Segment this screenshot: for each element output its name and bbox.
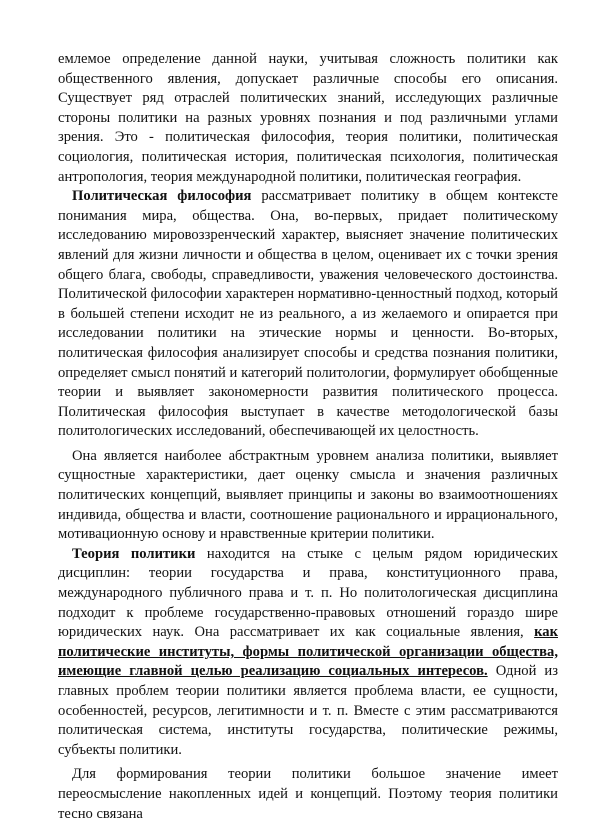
paragraph-text: находится на стыке с целым рядом юридических дисциплин: теории государства и права, конституционного права, международного публичного права и т. п. Но политологическая дисциплина подходит к проблеме государственно-правовых отношений гораздо шире юридических наук. Она рассматривает их как социальные явления, — [58, 545, 558, 641]
paragraph-theory-formation — [58, 765, 558, 824]
document-page — [58, 50, 558, 824]
paragraph-theory-of-politics — [58, 545, 558, 761]
paragraph-text: Одной из главных проблем теории политики является проблема власти, ее сущности, особенностей, ресурсов, легитимности и т. п. Вместе с этим рассматриваются политическая система, институты государства, политические режимы, субъекты политики. — [58, 663, 559, 758]
term-theory-of-politics: Теория политики — [72, 545, 196, 562]
paragraph-text: емлемое определение данной науки, учитывая сложность политики как общественного явления, допускает различные способы его описания. Существует ряд отраслей политических знаний, исследующих различные стороны политики на разных уровнях познания и под различными углами зрения. Это - политическая философия, теория политики, политическая социология, политическая история, политическая психология, политическая антропология, теория международной политики, политическая география. — [58, 51, 558, 185]
emphasized-definition: как политические институты, формы политической организации общества, имеющие главной целью реализацию социальных интересов. — [58, 624, 558, 680]
paragraph-text: рассматривает политику в общем контексте понимания мира, общества. Она, во-первых, придает политическому исследованию мировоззренческий характер, выясняет значение политических явлений для жизни личности и общества в целом, оценивает их с точки зрения общего блага, свободы, справедливости, уважения человеческого достоинства. Политической философии характерен нормативно-ценностный подход, который в большей степени исходит не из реального, а из желаемого и опирается при исследовании политики на этические нормы и ценности. Во-вторых, политическая философия анализирует способы и средства познания политики, определяет смысл понятий и категорий политологии, формулирует обобщенные теории и выявляет закономерности развития политического процесса. Политическая философия выступает в качестве методологической базы политологических исследований, обеспечивающей их целостность. — [58, 188, 558, 440]
paragraph-text: Она является наиболее абстрактным уровнем анализа политики, выявляет сущностные характеристики, дает оценку смысла и значения различных политических концепций, выявляет принципы и законы во взаимоотношениях индивида, общества и власти, соотношение рационального и иррационального, мотивационную основу и нравственные критерии политики. — [58, 447, 558, 543]
paragraph-political-philosophy — [58, 187, 558, 442]
term-political-philosophy: Политическая философия — [72, 188, 252, 205]
paragraph-intro — [58, 50, 558, 187]
paragraph-text: Для формирования теории политики большое значение имеет переосмысление накопленных идей и концепций. Поэтому теория политики тесно связана — [58, 766, 558, 822]
paragraph-abstract-level — [58, 447, 558, 545]
